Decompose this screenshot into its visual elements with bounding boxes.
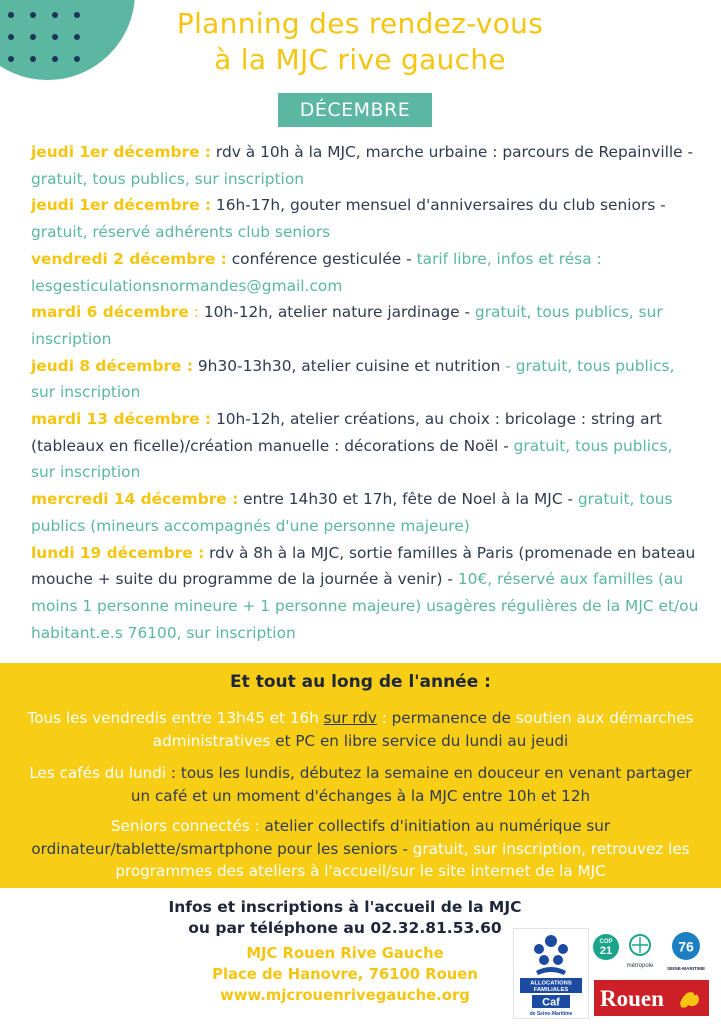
events-list [31,139,701,646]
footer-website-link[interactable]: www.mjcrouenrivegauche.org [220,987,470,1004]
event-text: 10h-12h, atelier nature jardinage - [203,303,475,322]
footer-contact [145,897,545,939]
event-note: gratuit, tous publics, sur inscription [31,169,304,188]
event-note: - gratuit, tous publics, sur inscription [31,356,675,402]
event-text: entre 14h30 et 17h, fête de Noel à la MJC - [238,490,578,509]
footer-phone-line: ou par téléphone au 02.32.81.53.60 [188,919,502,937]
event-item [31,540,701,647]
year-item-permanence: Tous les vendredis entre 13h45 et 16h sur rdv : permanence de soutien aux démarches administratives et PC en libre service du lundi au jeudi [27,709,694,750]
event-date: jeudi 1er décembre : [31,196,212,215]
caf-region: de Seine-Maritime [529,1011,573,1017]
cop-number: 21 [599,945,613,957]
event-text: 10h-12h, atelier créations, au choix : bricolage : string art (tableaux en ficelle)/création manuelle : décorations de Noël - [31,410,662,455]
event-date: jeudi 1er décembre : [31,143,212,161]
caf-text-allocations: ALLOCATIONS [530,980,572,987]
cop-text: COP [599,939,613,945]
year-section-title: Et tout au long de l'année : [230,672,491,692]
appointment-note: sur rdv [323,709,377,727]
event-text: 16h-17h, gouter mensuel d'anniversaires du club seniors - [211,196,666,215]
caf-text-familiales: FAMILIALES [533,987,569,993]
event-text: rdv à 10h à la MJC, marche urbaine : parcours de Repainville - [211,143,694,161]
event-item [31,486,701,539]
event-note: gratuit, tous publics, sur inscription [31,436,673,482]
caf-logo [513,928,589,1019]
event-date-separator: : [188,303,204,322]
footer-address [145,943,545,1006]
event-note: 10€, réservé aux familles (au moins 1 personne mineure + 1 personne majeure) usagères régulières de la MJC et/ou habitant.e.s 76100, sur inscription [31,570,699,642]
event-date: mardi 6 décembre [31,303,189,322]
cop21-metropole-logo [592,929,660,975]
event-text: rdv à 8h à la MJC, sortie familles à Paris (promenade en bateau mouche + suite du programme de la journée à venir) - [31,543,696,589]
dept-name: SEINE-MARITIME [666,966,706,971]
event-note: tarif libre, infos et résa : [416,249,602,268]
event-note: gratuit, réservé adhérents club seniors [31,223,331,242]
decorative-dots [8,12,88,72]
event-date: vendredi 2 décembre : [31,249,227,268]
seine-maritime-logo [665,929,707,975]
rouen-logo [594,980,709,1016]
rouen-text: Rouen [600,986,664,1011]
footer-org-name: MJC Rouen Rive Gauche [246,945,444,962]
event-email-link[interactable]: lesgesticulationsnormandes@gmail.com [31,276,343,295]
event-item [31,246,701,299]
event-note: gratuit, tous publics (mineurs accompagnés d'une personne majeure) [31,490,673,535]
event-text: 9h30-13h30, atelier cuisine et nutrition [193,356,506,375]
event-date: lundi 19 décembre : [31,543,205,562]
caf-name: Caf [542,996,560,1009]
event-item [31,353,701,406]
event-note: gratuit, tous publics, sur inscription [31,303,663,348]
dept-number: 76 [678,938,694,955]
metropole-text: métropole [626,963,654,969]
page-title-line2: à la MJC rive gauche [214,43,506,76]
year-item-seniors: Seniors connectés : atelier collectifs d'initiation au numérique sur ordinateur/tablette/smartphone pour les seniors - gratuit, sur inscription, retrouvez les programmes des ateliers à l'accueil/sur le site internet de la MJC [31,817,690,880]
footer-info-line: Infos et inscriptions à l'accueil de la MJC [168,898,522,916]
event-date: mardi 13 décembre : [31,410,212,429]
year-item-cafes: Les cafés du lundi : tous les lundis, débutez la semaine en douceur en venant partager un café et un moment d'échanges à la MJC entre 10h et 12h [29,764,692,805]
month-badge: DÉCEMBRE [278,93,432,127]
event-text: conférence gesticulée - [226,249,417,268]
event-item [31,299,701,352]
event-item [31,192,701,245]
event-item [31,406,701,486]
page-title-line1: Planning des rendez-vous [176,7,544,40]
event-date: jeudi 8 décembre : [31,356,193,375]
footer-street: Place de Hanovre, 76100 Rouen [212,966,478,983]
event-item [31,139,701,192]
event-date: mercredi 14 décembre : [31,490,239,509]
